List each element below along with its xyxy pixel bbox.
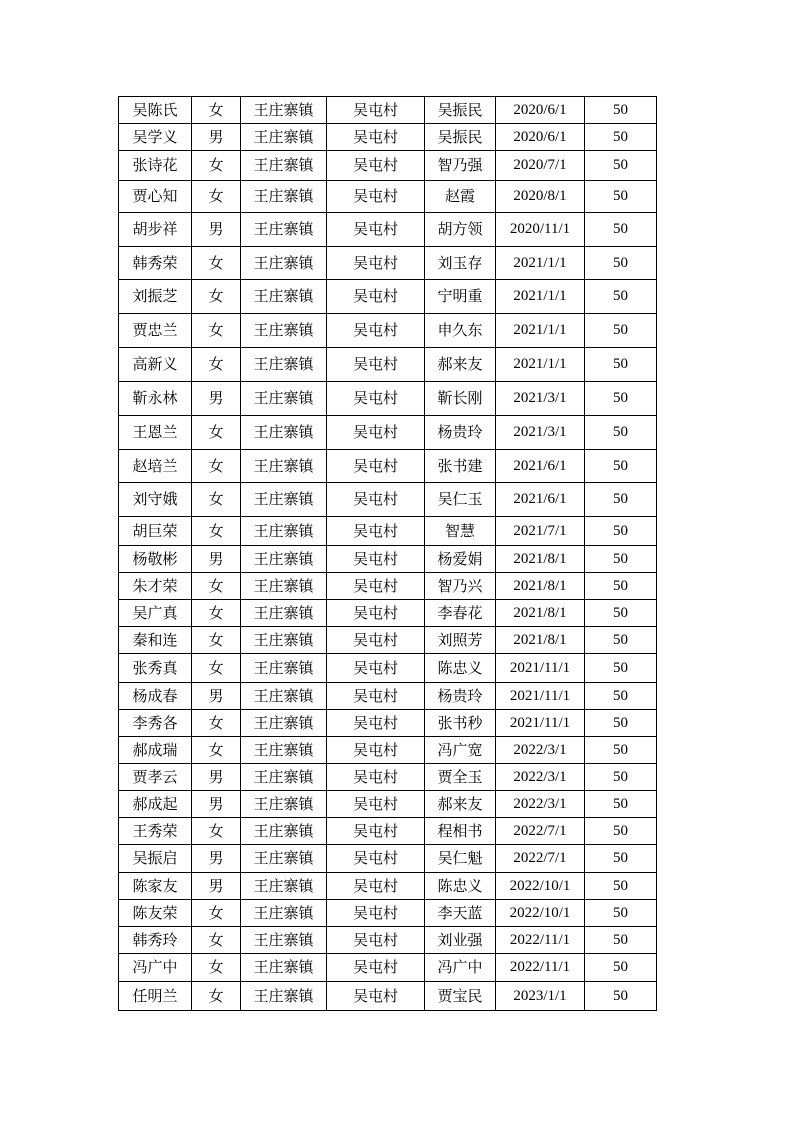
name-cell: 郝成瑞 xyxy=(119,737,192,764)
gender-cell: 女 xyxy=(192,900,241,927)
date-cell: 2021/6/1 xyxy=(496,483,585,517)
amount-cell: 50 xyxy=(585,124,657,151)
town-cell: 王庄寨镇 xyxy=(241,280,327,314)
town-cell: 王庄寨镇 xyxy=(241,600,327,627)
date-cell: 2020/6/1 xyxy=(496,124,585,151)
guardian-cell: 杨贵玲 xyxy=(425,416,496,450)
guardian-cell: 智乃强 xyxy=(425,151,496,181)
amount-cell: 50 xyxy=(585,483,657,517)
guardian-cell: 刘玉存 xyxy=(425,247,496,280)
table-row xyxy=(119,213,657,247)
name-cell: 刘振芝 xyxy=(119,280,192,314)
table-row xyxy=(119,181,657,213)
amount-cell: 50 xyxy=(585,900,657,927)
roster-table xyxy=(118,96,657,1011)
table-row xyxy=(119,737,657,764)
table-row xyxy=(119,818,657,845)
gender-cell: 女 xyxy=(192,710,241,737)
guardian-cell: 赵霞 xyxy=(425,181,496,213)
date-cell: 2022/3/1 xyxy=(496,737,585,764)
town-cell: 王庄寨镇 xyxy=(241,982,327,1011)
date-cell: 2021/11/1 xyxy=(496,683,585,710)
amount-cell: 50 xyxy=(585,348,657,382)
gender-cell: 女 xyxy=(192,97,241,124)
gender-cell: 男 xyxy=(192,845,241,873)
name-cell: 高新义 xyxy=(119,348,192,382)
table-row xyxy=(119,873,657,900)
table-row xyxy=(119,600,657,627)
date-cell: 2022/10/1 xyxy=(496,900,585,927)
table-row xyxy=(119,627,657,654)
village-cell: 吴屯村 xyxy=(327,483,425,517)
amount-cell: 50 xyxy=(585,818,657,845)
town-cell: 王庄寨镇 xyxy=(241,954,327,982)
village-cell: 吴屯村 xyxy=(327,247,425,280)
gender-cell: 男 xyxy=(192,213,241,247)
name-cell: 张秀真 xyxy=(119,654,192,683)
table-row xyxy=(119,845,657,873)
amount-cell: 50 xyxy=(585,764,657,791)
name-cell: 杨成春 xyxy=(119,683,192,710)
date-cell: 2023/1/1 xyxy=(496,982,585,1011)
table-row xyxy=(119,382,657,416)
gender-cell: 女 xyxy=(192,483,241,517)
gender-cell: 女 xyxy=(192,818,241,845)
name-cell: 韩秀玲 xyxy=(119,927,192,954)
gender-cell: 男 xyxy=(192,382,241,416)
gender-cell: 女 xyxy=(192,982,241,1011)
date-cell: 2022/7/1 xyxy=(496,818,585,845)
town-cell: 王庄寨镇 xyxy=(241,764,327,791)
village-cell: 吴屯村 xyxy=(327,517,425,546)
gender-cell: 女 xyxy=(192,181,241,213)
village-cell: 吴屯村 xyxy=(327,348,425,382)
date-cell: 2022/11/1 xyxy=(496,927,585,954)
amount-cell: 50 xyxy=(585,517,657,546)
village-cell: 吴屯村 xyxy=(327,764,425,791)
village-cell: 吴屯村 xyxy=(327,737,425,764)
guardian-cell: 智慧 xyxy=(425,517,496,546)
guardian-cell: 程相书 xyxy=(425,818,496,845)
table-row xyxy=(119,97,657,124)
gender-cell: 女 xyxy=(192,517,241,546)
town-cell: 王庄寨镇 xyxy=(241,546,327,573)
guardian-cell: 智乃兴 xyxy=(425,573,496,600)
date-cell: 2021/1/1 xyxy=(496,247,585,280)
village-cell: 吴屯村 xyxy=(327,546,425,573)
amount-cell: 50 xyxy=(585,710,657,737)
amount-cell: 50 xyxy=(585,954,657,982)
guardian-cell: 刘照芳 xyxy=(425,627,496,654)
date-cell: 2021/1/1 xyxy=(496,280,585,314)
table-row xyxy=(119,151,657,181)
date-cell: 2022/3/1 xyxy=(496,764,585,791)
amount-cell: 50 xyxy=(585,247,657,280)
village-cell: 吴屯村 xyxy=(327,600,425,627)
village-cell: 吴屯村 xyxy=(327,314,425,348)
name-cell: 韩秀荣 xyxy=(119,247,192,280)
name-cell: 朱才荣 xyxy=(119,573,192,600)
date-cell: 2021/11/1 xyxy=(496,710,585,737)
guardian-cell: 李天蓝 xyxy=(425,900,496,927)
name-cell: 贾心知 xyxy=(119,181,192,213)
date-cell: 2021/11/1 xyxy=(496,654,585,683)
date-cell: 2021/3/1 xyxy=(496,382,585,416)
guardian-cell: 申久东 xyxy=(425,314,496,348)
amount-cell: 50 xyxy=(585,181,657,213)
village-cell: 吴屯村 xyxy=(327,213,425,247)
guardian-cell: 郝来友 xyxy=(425,791,496,818)
village-cell: 吴屯村 xyxy=(327,627,425,654)
date-cell: 2020/11/1 xyxy=(496,213,585,247)
amount-cell: 50 xyxy=(585,654,657,683)
village-cell: 吴屯村 xyxy=(327,124,425,151)
name-cell: 胡步祥 xyxy=(119,213,192,247)
gender-cell: 女 xyxy=(192,450,241,483)
table-row xyxy=(119,764,657,791)
date-cell: 2020/7/1 xyxy=(496,151,585,181)
gender-cell: 女 xyxy=(192,737,241,764)
table-row xyxy=(119,546,657,573)
name-cell: 吴陈氏 xyxy=(119,97,192,124)
guardian-cell: 吴仁魁 xyxy=(425,845,496,873)
date-cell: 2022/3/1 xyxy=(496,791,585,818)
town-cell: 王庄寨镇 xyxy=(241,97,327,124)
village-cell: 吴屯村 xyxy=(327,416,425,450)
name-cell: 郝成起 xyxy=(119,791,192,818)
village-cell: 吴屯村 xyxy=(327,654,425,683)
town-cell: 王庄寨镇 xyxy=(241,483,327,517)
guardian-cell: 贾全玉 xyxy=(425,764,496,791)
date-cell: 2021/3/1 xyxy=(496,416,585,450)
table-row xyxy=(119,348,657,382)
town-cell: 王庄寨镇 xyxy=(241,517,327,546)
gender-cell: 女 xyxy=(192,954,241,982)
guardian-cell: 张书建 xyxy=(425,450,496,483)
date-cell: 2020/8/1 xyxy=(496,181,585,213)
village-cell: 吴屯村 xyxy=(327,954,425,982)
table-row xyxy=(119,927,657,954)
town-cell: 王庄寨镇 xyxy=(241,818,327,845)
village-cell: 吴屯村 xyxy=(327,151,425,181)
town-cell: 王庄寨镇 xyxy=(241,181,327,213)
table-row xyxy=(119,954,657,982)
village-cell: 吴屯村 xyxy=(327,450,425,483)
town-cell: 王庄寨镇 xyxy=(241,348,327,382)
town-cell: 王庄寨镇 xyxy=(241,314,327,348)
village-cell: 吴屯村 xyxy=(327,710,425,737)
name-cell: 任明兰 xyxy=(119,982,192,1011)
date-cell: 2021/7/1 xyxy=(496,517,585,546)
name-cell: 赵培兰 xyxy=(119,450,192,483)
amount-cell: 50 xyxy=(585,280,657,314)
town-cell: 王庄寨镇 xyxy=(241,845,327,873)
gender-cell: 女 xyxy=(192,151,241,181)
town-cell: 王庄寨镇 xyxy=(241,737,327,764)
name-cell: 胡巨荣 xyxy=(119,517,192,546)
town-cell: 王庄寨镇 xyxy=(241,900,327,927)
town-cell: 王庄寨镇 xyxy=(241,873,327,900)
town-cell: 王庄寨镇 xyxy=(241,213,327,247)
table-row xyxy=(119,683,657,710)
town-cell: 王庄寨镇 xyxy=(241,151,327,181)
date-cell: 2022/11/1 xyxy=(496,954,585,982)
gender-cell: 女 xyxy=(192,654,241,683)
amount-cell: 50 xyxy=(585,873,657,900)
table-row xyxy=(119,416,657,450)
guardian-cell: 李春花 xyxy=(425,600,496,627)
gender-cell: 女 xyxy=(192,280,241,314)
name-cell: 吴广真 xyxy=(119,600,192,627)
amount-cell: 50 xyxy=(585,450,657,483)
date-cell: 2021/8/1 xyxy=(496,627,585,654)
table-row xyxy=(119,124,657,151)
village-cell: 吴屯村 xyxy=(327,280,425,314)
town-cell: 王庄寨镇 xyxy=(241,382,327,416)
amount-cell: 50 xyxy=(585,683,657,710)
name-cell: 王秀荣 xyxy=(119,818,192,845)
guardian-cell: 冯广宽 xyxy=(425,737,496,764)
name-cell: 吴学义 xyxy=(119,124,192,151)
guardian-cell: 靳长刚 xyxy=(425,382,496,416)
village-cell: 吴屯村 xyxy=(327,845,425,873)
town-cell: 王庄寨镇 xyxy=(241,927,327,954)
amount-cell: 50 xyxy=(585,546,657,573)
guardian-cell: 郝来友 xyxy=(425,348,496,382)
name-cell: 杨敬彬 xyxy=(119,546,192,573)
name-cell: 陈家友 xyxy=(119,873,192,900)
name-cell: 吴振启 xyxy=(119,845,192,873)
gender-cell: 女 xyxy=(192,348,241,382)
date-cell: 2021/8/1 xyxy=(496,573,585,600)
village-cell: 吴屯村 xyxy=(327,573,425,600)
amount-cell: 50 xyxy=(585,97,657,124)
gender-cell: 女 xyxy=(192,314,241,348)
date-cell: 2021/6/1 xyxy=(496,450,585,483)
guardian-cell: 杨爱娟 xyxy=(425,546,496,573)
name-cell: 秦和连 xyxy=(119,627,192,654)
guardian-cell: 冯广中 xyxy=(425,954,496,982)
date-cell: 2021/1/1 xyxy=(496,314,585,348)
name-cell: 贾孝云 xyxy=(119,764,192,791)
date-cell: 2021/1/1 xyxy=(496,348,585,382)
table-row xyxy=(119,247,657,280)
guardian-cell: 刘业强 xyxy=(425,927,496,954)
town-cell: 王庄寨镇 xyxy=(241,710,327,737)
town-cell: 王庄寨镇 xyxy=(241,416,327,450)
table-row xyxy=(119,982,657,1011)
name-cell: 张诗花 xyxy=(119,151,192,181)
table-row xyxy=(119,900,657,927)
gender-cell: 女 xyxy=(192,416,241,450)
guardian-cell: 杨贵玲 xyxy=(425,683,496,710)
town-cell: 王庄寨镇 xyxy=(241,573,327,600)
gender-cell: 男 xyxy=(192,683,241,710)
gender-cell: 男 xyxy=(192,764,241,791)
town-cell: 王庄寨镇 xyxy=(241,450,327,483)
village-cell: 吴屯村 xyxy=(327,927,425,954)
table-row xyxy=(119,710,657,737)
guardian-cell: 陈忠义 xyxy=(425,654,496,683)
name-cell: 陈友荣 xyxy=(119,900,192,927)
amount-cell: 50 xyxy=(585,213,657,247)
date-cell: 2022/10/1 xyxy=(496,873,585,900)
table-row xyxy=(119,791,657,818)
roster-body xyxy=(119,97,657,1011)
guardian-cell: 胡方领 xyxy=(425,213,496,247)
guardian-cell: 吴振民 xyxy=(425,97,496,124)
gender-cell: 男 xyxy=(192,873,241,900)
gender-cell: 男 xyxy=(192,546,241,573)
village-cell: 吴屯村 xyxy=(327,791,425,818)
date-cell: 2020/6/1 xyxy=(496,97,585,124)
amount-cell: 50 xyxy=(585,314,657,348)
amount-cell: 50 xyxy=(585,627,657,654)
amount-cell: 50 xyxy=(585,382,657,416)
table-row xyxy=(119,654,657,683)
town-cell: 王庄寨镇 xyxy=(241,247,327,280)
village-cell: 吴屯村 xyxy=(327,818,425,845)
guardian-cell: 张书秒 xyxy=(425,710,496,737)
name-cell: 刘守娥 xyxy=(119,483,192,517)
name-cell: 王恩兰 xyxy=(119,416,192,450)
name-cell: 贾忠兰 xyxy=(119,314,192,348)
gender-cell: 男 xyxy=(192,124,241,151)
village-cell: 吴屯村 xyxy=(327,873,425,900)
table-row xyxy=(119,517,657,546)
guardian-cell: 陈忠义 xyxy=(425,873,496,900)
amount-cell: 50 xyxy=(585,151,657,181)
village-cell: 吴屯村 xyxy=(327,900,425,927)
name-cell: 李秀各 xyxy=(119,710,192,737)
table-row xyxy=(119,450,657,483)
town-cell: 王庄寨镇 xyxy=(241,683,327,710)
amount-cell: 50 xyxy=(585,845,657,873)
amount-cell: 50 xyxy=(585,791,657,818)
town-cell: 王庄寨镇 xyxy=(241,627,327,654)
guardian-cell: 贾宝民 xyxy=(425,982,496,1011)
name-cell: 冯广中 xyxy=(119,954,192,982)
table-row xyxy=(119,573,657,600)
village-cell: 吴屯村 xyxy=(327,982,425,1011)
gender-cell: 女 xyxy=(192,600,241,627)
date-cell: 2021/8/1 xyxy=(496,546,585,573)
date-cell: 2021/8/1 xyxy=(496,600,585,627)
date-cell: 2022/7/1 xyxy=(496,845,585,873)
gender-cell: 女 xyxy=(192,247,241,280)
town-cell: 王庄寨镇 xyxy=(241,654,327,683)
town-cell: 王庄寨镇 xyxy=(241,124,327,151)
amount-cell: 50 xyxy=(585,927,657,954)
table-row xyxy=(119,483,657,517)
amount-cell: 50 xyxy=(585,982,657,1011)
gender-cell: 女 xyxy=(192,627,241,654)
guardian-cell: 宁明重 xyxy=(425,280,496,314)
gender-cell: 男 xyxy=(192,791,241,818)
village-cell: 吴屯村 xyxy=(327,181,425,213)
table-row xyxy=(119,280,657,314)
village-cell: 吴屯村 xyxy=(327,97,425,124)
table-row xyxy=(119,314,657,348)
amount-cell: 50 xyxy=(585,737,657,764)
village-cell: 吴屯村 xyxy=(327,382,425,416)
gender-cell: 女 xyxy=(192,927,241,954)
amount-cell: 50 xyxy=(585,416,657,450)
gender-cell: 女 xyxy=(192,573,241,600)
town-cell: 王庄寨镇 xyxy=(241,791,327,818)
village-cell: 吴屯村 xyxy=(327,683,425,710)
amount-cell: 50 xyxy=(585,573,657,600)
amount-cell: 50 xyxy=(585,600,657,627)
name-cell: 靳永林 xyxy=(119,382,192,416)
guardian-cell: 吴仁玉 xyxy=(425,483,496,517)
guardian-cell: 吴振民 xyxy=(425,124,496,151)
